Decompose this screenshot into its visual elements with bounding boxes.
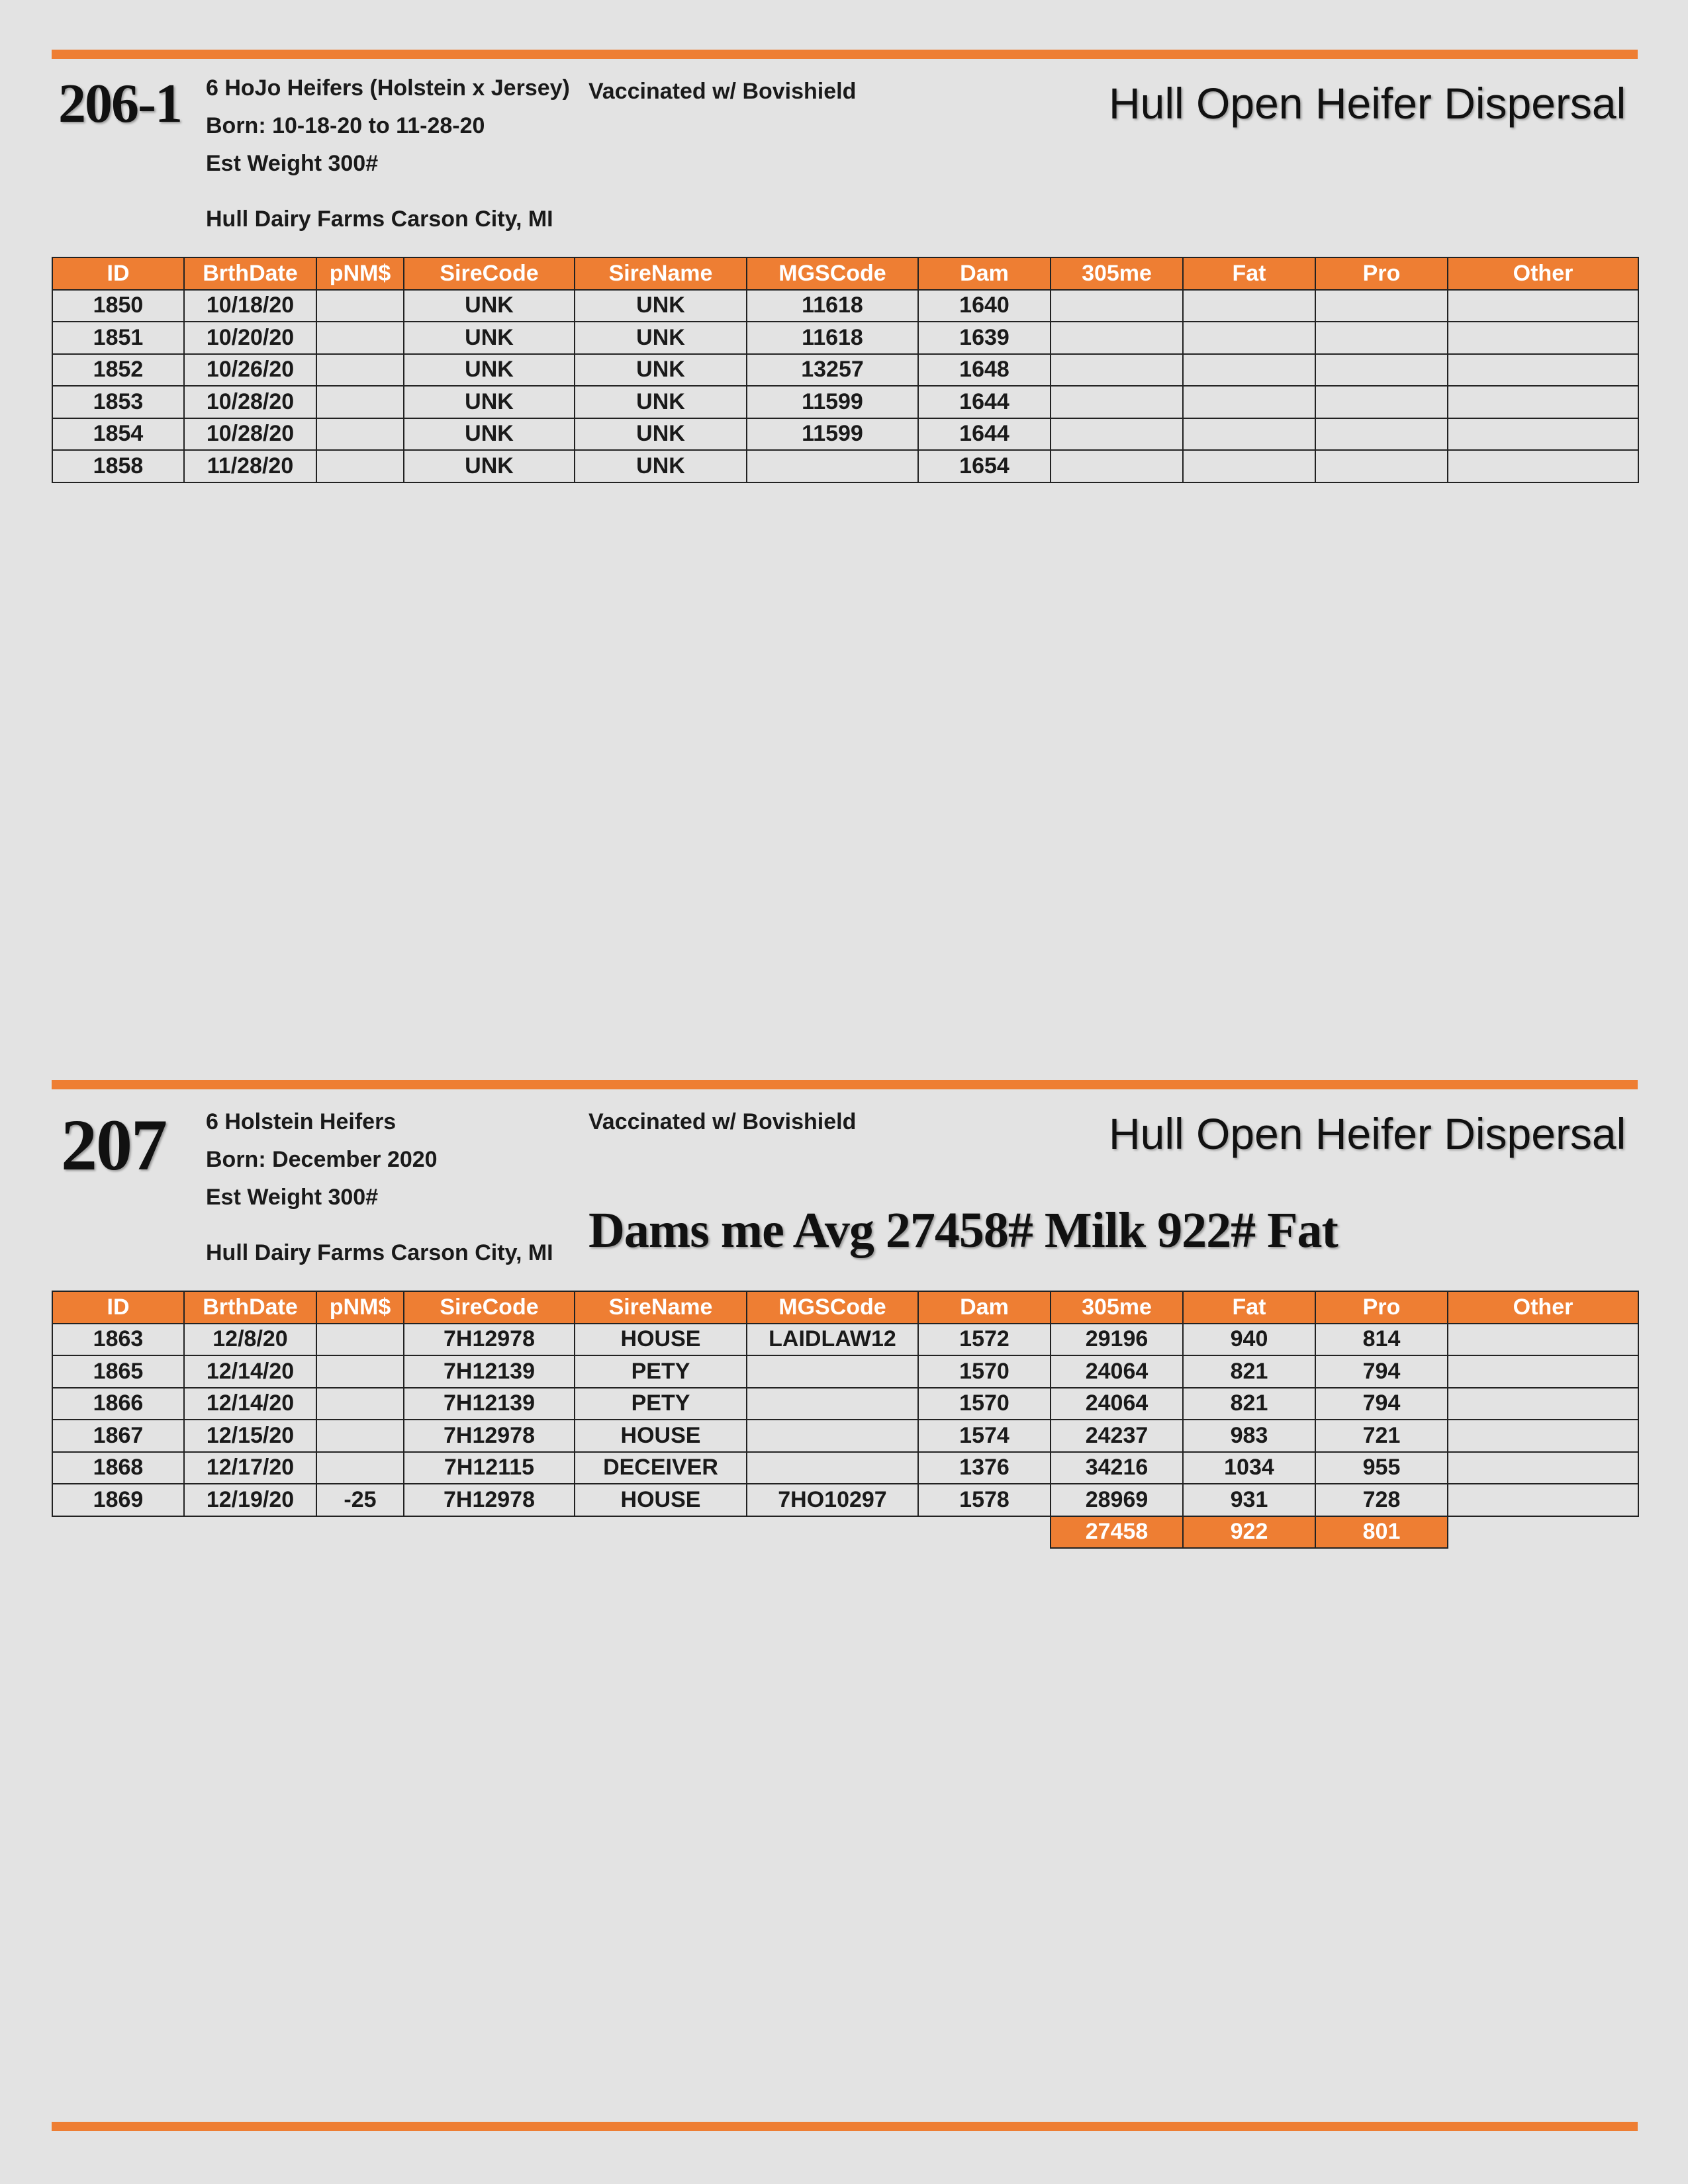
table-cell — [747, 1452, 918, 1484]
table-cell: 983 — [1183, 1420, 1315, 1452]
average-me305-cell: 27458 — [1051, 1516, 1183, 1549]
table-cell: 1574 — [918, 1420, 1051, 1452]
table-cell: 34216 — [1051, 1452, 1183, 1484]
table-row — [52, 1355, 1638, 1388]
sale-title: Hull Open Heifer Dispersal — [1109, 1109, 1626, 1158]
table-cell: UNK — [404, 322, 575, 354]
table-cell: UNK — [404, 354, 575, 387]
table-cell — [1315, 450, 1448, 482]
table-header-row — [52, 257, 1638, 290]
totals-spacer — [1448, 1516, 1638, 1549]
table-cell: 1869 — [52, 1484, 184, 1516]
table-cell — [1448, 290, 1638, 322]
lot-farm: Hull Dairy Farms Carson City, MI — [206, 206, 553, 232]
table-cell: 11599 — [747, 386, 918, 418]
table-cell: 1853 — [52, 386, 184, 418]
middle-rule — [52, 1080, 1638, 1089]
table-cell: UNK — [404, 450, 575, 482]
column-header: BrthDate — [184, 1291, 316, 1324]
table-cell: 11/28/20 — [184, 450, 316, 482]
table-cell: 7H12978 — [404, 1324, 575, 1356]
table-cell: 1867 — [52, 1420, 184, 1452]
table-cell — [1448, 386, 1638, 418]
table-cell: HOUSE — [575, 1420, 747, 1452]
table-cell: 1639 — [918, 322, 1051, 354]
table-cell: 1858 — [52, 450, 184, 482]
table-cell — [1051, 386, 1183, 418]
table-cell: 1863 — [52, 1324, 184, 1356]
table-cell: 728 — [1315, 1484, 1448, 1516]
table-cell — [316, 1324, 404, 1356]
table-cell: UNK — [575, 290, 747, 322]
table-cell: 10/20/20 — [184, 322, 316, 354]
table-cell — [1315, 354, 1448, 387]
table-cell: 24064 — [1051, 1388, 1183, 1420]
table-cell — [747, 1420, 918, 1452]
average-fat-cell: 922 — [1183, 1516, 1315, 1549]
table-cell: 12/14/20 — [184, 1355, 316, 1388]
table-cell — [316, 450, 404, 482]
table-cell: 1034 — [1183, 1452, 1315, 1484]
table-cell: 1648 — [918, 354, 1051, 387]
table-cell — [1448, 418, 1638, 451]
table-cell — [316, 1355, 404, 1388]
lot-details — [206, 69, 570, 183]
table-cell: 1644 — [918, 386, 1051, 418]
sale-title: Hull Open Heifer Dispersal — [1109, 79, 1626, 128]
table-cell: 12/17/20 — [184, 1452, 316, 1484]
table-header-row — [52, 1291, 1638, 1324]
table-cell — [1448, 1324, 1638, 1356]
lot-description: 6 HoJo Heifers (Holstein x Jersey) — [206, 75, 570, 101]
table-cell: 10/26/20 — [184, 354, 316, 387]
column-header: Other — [1448, 257, 1638, 290]
table-cell — [316, 418, 404, 451]
column-header: SireName — [575, 257, 747, 290]
table-cell: PETY — [575, 1388, 747, 1420]
table-cell — [1448, 1388, 1638, 1420]
table-cell: UNK — [404, 290, 575, 322]
table-cell — [316, 386, 404, 418]
table-cell: 12/8/20 — [184, 1324, 316, 1356]
table-cell — [1183, 418, 1315, 451]
table-cell — [747, 450, 918, 482]
table-cell — [316, 322, 404, 354]
column-header: pNM$ — [316, 257, 404, 290]
table-cell — [316, 1388, 404, 1420]
table-cell: 1376 — [918, 1452, 1051, 1484]
table-cell — [1183, 386, 1315, 418]
table-cell — [1315, 290, 1448, 322]
table-cell — [1051, 450, 1183, 482]
table-cell: 1868 — [52, 1452, 184, 1484]
column-header: Dam — [918, 257, 1051, 290]
totals-spacer — [52, 1516, 1051, 1549]
table-cell: 1572 — [918, 1324, 1051, 1356]
table-cell: 794 — [1315, 1355, 1448, 1388]
table-cell — [1183, 290, 1315, 322]
column-header: MGSCode — [747, 1291, 918, 1324]
table-cell: 931 — [1183, 1484, 1315, 1516]
table-cell: HOUSE — [575, 1324, 747, 1356]
table-cell: 1570 — [918, 1355, 1051, 1388]
table-row — [52, 418, 1638, 451]
table-cell: 10/18/20 — [184, 290, 316, 322]
table-cell: 10/28/20 — [184, 386, 316, 418]
table-cell: 12/14/20 — [184, 1388, 316, 1420]
table-cell — [1183, 450, 1315, 482]
table-cell: 1578 — [918, 1484, 1051, 1516]
table-cell: UNK — [575, 450, 747, 482]
table-cell: 821 — [1183, 1388, 1315, 1420]
column-header: SireName — [575, 1291, 747, 1324]
column-header: pNM$ — [316, 1291, 404, 1324]
table-cell — [1051, 290, 1183, 322]
table-cell — [1448, 1355, 1638, 1388]
table-cell: 7H12978 — [404, 1420, 575, 1452]
table-cell: 1866 — [52, 1388, 184, 1420]
totals-row — [52, 1516, 1638, 1549]
column-header: 305me — [1051, 1291, 1183, 1324]
table-cell — [1051, 322, 1183, 354]
column-header: Pro — [1315, 1291, 1448, 1324]
table-cell: -25 — [316, 1484, 404, 1516]
table-cell — [1315, 418, 1448, 451]
table-row — [52, 322, 1638, 354]
column-header: Dam — [918, 1291, 1051, 1324]
column-header: MGSCode — [747, 257, 918, 290]
table-cell: 1850 — [52, 290, 184, 322]
table-cell: 821 — [1183, 1355, 1315, 1388]
lot-born: Born: December 2020 — [206, 1147, 438, 1172]
table-cell: 29196 — [1051, 1324, 1183, 1356]
lot1-table — [52, 257, 1639, 483]
table-cell — [316, 1420, 404, 1452]
table-cell: UNK — [404, 418, 575, 451]
table-cell: 1854 — [52, 418, 184, 451]
table-row — [52, 386, 1638, 418]
table-cell: 721 — [1315, 1420, 1448, 1452]
table-cell: 13257 — [747, 354, 918, 387]
table-cell — [316, 290, 404, 322]
column-header: Fat — [1183, 257, 1315, 290]
table-cell — [1315, 322, 1448, 354]
lot-farm: Hull Dairy Farms Carson City, MI — [206, 1240, 553, 1265]
table-cell: 11618 — [747, 322, 918, 354]
table-cell: UNK — [575, 386, 747, 418]
lot-weight: Est Weight 300# — [206, 1185, 379, 1210]
table-cell: UNK — [575, 322, 747, 354]
bottom-rule — [52, 2122, 1638, 2131]
top-rule — [52, 50, 1638, 59]
table-cell — [747, 1355, 918, 1388]
dams-average-banner: Dams me Avg 27458# Milk 922# Fat — [588, 1203, 1338, 1258]
table-cell: 10/28/20 — [184, 418, 316, 451]
table-cell: 11618 — [747, 290, 918, 322]
table-row — [52, 1324, 1638, 1356]
table-cell: 7H12139 — [404, 1355, 575, 1388]
table-cell: DECEIVER — [575, 1452, 747, 1484]
lot-number: 206-1 — [58, 73, 181, 134]
column-header: Fat — [1183, 1291, 1315, 1324]
table-cell: 1640 — [918, 290, 1051, 322]
table-cell: 7HO10297 — [747, 1484, 918, 1516]
table-row — [52, 290, 1638, 322]
lot-born: Born: 10-18-20 to 11-28-20 — [206, 113, 485, 138]
table-cell — [316, 354, 404, 387]
table-cell: UNK — [575, 418, 747, 451]
table-cell — [1448, 322, 1638, 354]
column-header: Other — [1448, 1291, 1638, 1324]
table-cell — [747, 1388, 918, 1420]
table-cell: 1851 — [52, 322, 184, 354]
table-cell: PETY — [575, 1355, 747, 1388]
column-header: 305me — [1051, 257, 1183, 290]
table-cell: 24237 — [1051, 1420, 1183, 1452]
lot-vaccination: Vaccinated w/ Bovishield — [588, 79, 857, 104]
table-cell: 12/19/20 — [184, 1484, 316, 1516]
table-cell: 1570 — [918, 1388, 1051, 1420]
table-cell: UNK — [404, 386, 575, 418]
table-cell: 794 — [1315, 1388, 1448, 1420]
column-header: ID — [52, 257, 184, 290]
table-cell: UNK — [575, 354, 747, 387]
table-cell: HOUSE — [575, 1484, 747, 1516]
table-row — [52, 450, 1638, 482]
table-cell: 7H12978 — [404, 1484, 575, 1516]
table-row — [52, 1420, 1638, 1452]
column-header: BrthDate — [184, 257, 316, 290]
lot-vaccination: Vaccinated w/ Bovishield — [588, 1109, 857, 1134]
column-header: ID — [52, 1291, 184, 1324]
table-cell — [1448, 354, 1638, 387]
column-header: SireCode — [404, 1291, 575, 1324]
table-cell — [316, 1452, 404, 1484]
table-cell: 1644 — [918, 418, 1051, 451]
table-cell: 7H12139 — [404, 1388, 575, 1420]
table-cell: 1865 — [52, 1355, 184, 1388]
table-cell — [1183, 322, 1315, 354]
table-cell: LAIDLAW12 — [747, 1324, 918, 1356]
table-cell: 24064 — [1051, 1355, 1183, 1388]
table-cell: 12/15/20 — [184, 1420, 316, 1452]
table-cell — [1448, 1452, 1638, 1484]
table-row — [52, 1452, 1638, 1484]
table-row — [52, 1484, 1638, 1516]
lot-details — [206, 1103, 438, 1216]
lot-description: 6 Holstein Heifers — [206, 1109, 397, 1134]
lot2-table — [52, 1291, 1639, 1549]
average-pro-cell: 801 — [1315, 1516, 1448, 1549]
table-cell: 1852 — [52, 354, 184, 387]
lot-number: 207 — [61, 1105, 166, 1185]
table-cell: 11599 — [747, 418, 918, 451]
column-header: SireCode — [404, 257, 575, 290]
table-cell — [1448, 1420, 1638, 1452]
table-cell: 940 — [1183, 1324, 1315, 1356]
table-cell: 955 — [1315, 1452, 1448, 1484]
table-cell: 28969 — [1051, 1484, 1183, 1516]
column-header: Pro — [1315, 257, 1448, 290]
table-cell — [1051, 354, 1183, 387]
table-cell — [1051, 418, 1183, 451]
table-cell — [1448, 1484, 1638, 1516]
table-cell — [1448, 450, 1638, 482]
table-row — [52, 1388, 1638, 1420]
table-cell: 1654 — [918, 450, 1051, 482]
table-row — [52, 354, 1638, 387]
table-cell — [1183, 354, 1315, 387]
table-cell — [1315, 386, 1448, 418]
table-cell: 7H12115 — [404, 1452, 575, 1484]
table-cell: 814 — [1315, 1324, 1448, 1356]
lot-weight: Est Weight 300# — [206, 151, 379, 176]
